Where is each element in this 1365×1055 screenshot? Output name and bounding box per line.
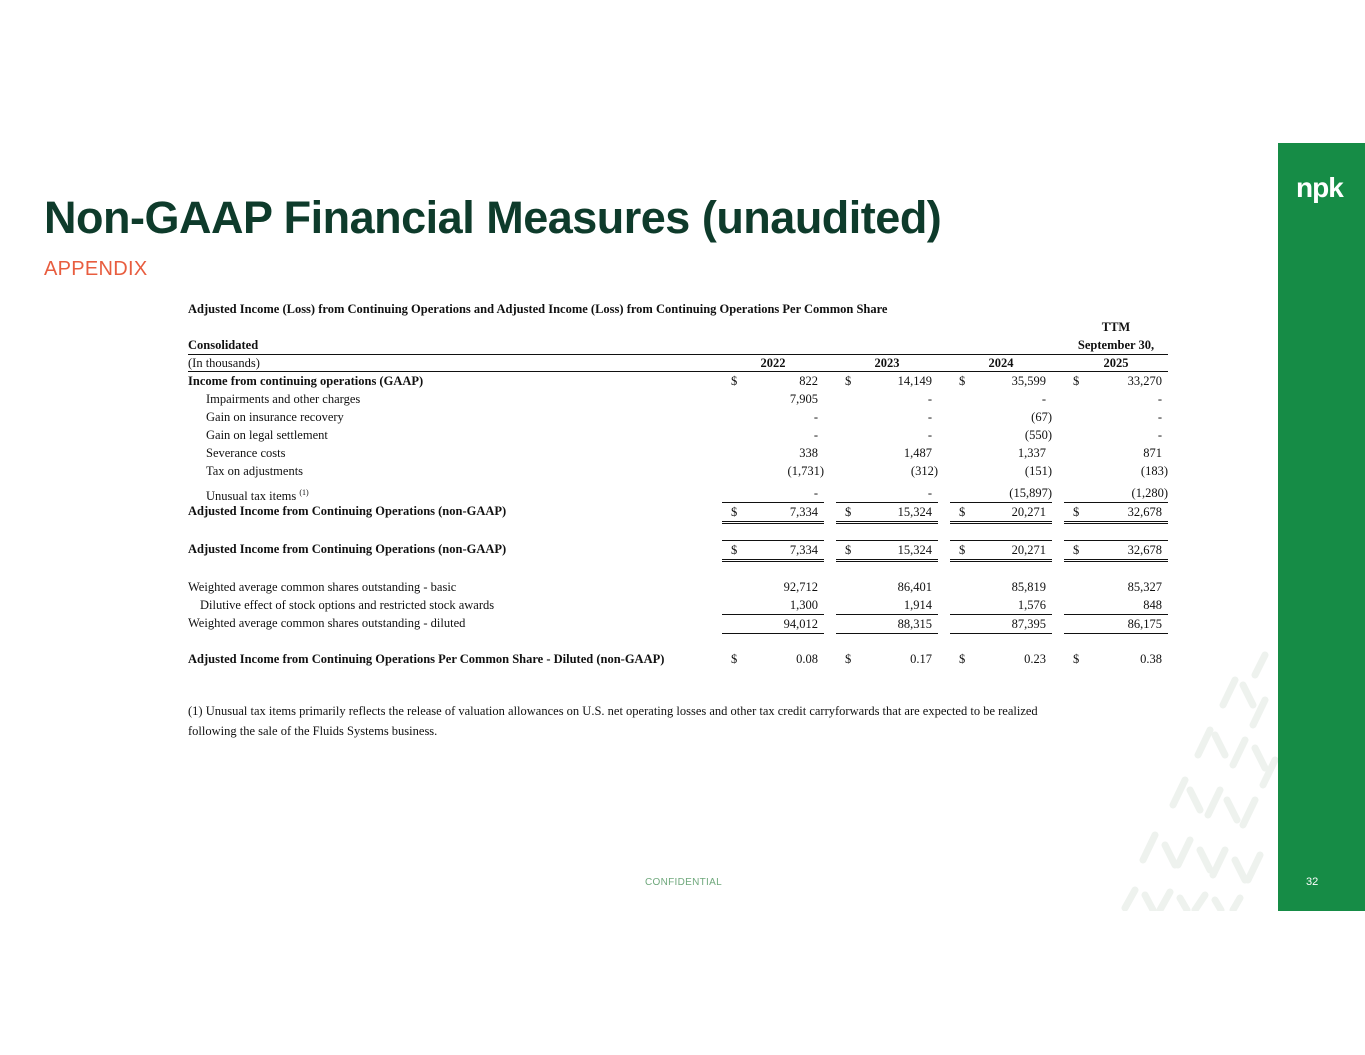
- table-row: [188, 480, 1168, 502]
- cell-value: (151): [1024, 464, 1052, 478]
- cell-value: 33,270: [1127, 374, 1162, 388]
- page-title: Non-GAAP Financial Measures (unaudited): [44, 192, 942, 243]
- cell-value: 20,271: [1011, 505, 1046, 519]
- row-label: Severance costs: [206, 446, 286, 460]
- brand-sidebar: [1278, 143, 1365, 911]
- cell-value: 15,324: [897, 505, 932, 519]
- table-row: [188, 408, 1168, 426]
- currency-symbol: $: [845, 543, 852, 557]
- cell-value: 32,678: [1127, 505, 1162, 519]
- row-label: Impairments and other charges: [206, 392, 361, 406]
- section-subtitle: APPENDIX: [44, 258, 148, 280]
- row-label: Adjusted Income from Continuing Operations (non-GAAP): [188, 504, 507, 518]
- cell-value: (550): [1024, 428, 1052, 442]
- cell-value: 92,712: [783, 580, 818, 594]
- currency-symbol: $: [959, 652, 966, 666]
- currency-symbol: $: [959, 505, 966, 519]
- row-label: Weighted average common shares outstanding - diluted: [188, 616, 466, 630]
- currency-symbol: $: [731, 652, 738, 666]
- currency-symbol: $: [1073, 505, 1080, 519]
- row-label: Dilutive effect of stock options and restricted stock awards: [200, 598, 495, 612]
- table-ttm-row: [188, 318, 1168, 336]
- currency-symbol: $: [959, 543, 966, 557]
- decorative-pattern-icon: [1115, 640, 1278, 911]
- segment-label: Consolidated: [188, 338, 259, 352]
- cell-value: (67): [1031, 410, 1052, 424]
- row-label: Gain on legal settlement: [206, 428, 328, 442]
- year-header: 2025: [1103, 356, 1129, 370]
- table-header-row: [188, 354, 1168, 372]
- row-label: Tax on adjustments: [206, 464, 304, 478]
- currency-symbol: $: [959, 374, 966, 388]
- currency-symbol: $: [845, 652, 852, 666]
- period-label: September 30,: [1077, 338, 1155, 352]
- table-row: [188, 372, 1168, 390]
- cell-value: -: [1157, 392, 1162, 406]
- table-row: [188, 540, 1168, 558]
- cell-value: 1,914: [903, 598, 932, 612]
- cell-value: (312): [910, 464, 938, 478]
- cell-value: -: [813, 410, 818, 424]
- cell-value: 7,905: [789, 392, 818, 406]
- row-label: Adjusted Income from Continuing Operations Per Common Share - Diluted (non-GAAP): [188, 652, 665, 666]
- footnote-ref: (1): [299, 488, 309, 497]
- table-row: [188, 502, 1168, 520]
- cell-value: -: [927, 410, 932, 424]
- cell-value: 1,576: [1017, 598, 1046, 612]
- cell-value: -: [813, 486, 818, 500]
- financial-table: [188, 300, 1168, 668]
- cell-value: 0.38: [1140, 652, 1162, 666]
- table-row: [188, 578, 1168, 596]
- cell-value: 1,487: [903, 446, 932, 460]
- npk-logo: npk: [1296, 172, 1343, 203]
- row-label: Gain on insurance recovery: [206, 410, 344, 424]
- ttm-label: TTM: [1101, 320, 1131, 334]
- cell-value: 85,819: [1011, 580, 1046, 594]
- currency-symbol: $: [1073, 652, 1080, 666]
- currency-symbol: $: [845, 374, 852, 388]
- cell-value: -: [813, 428, 818, 442]
- currency-symbol: $: [845, 505, 852, 519]
- cell-value: 20,271: [1011, 543, 1046, 557]
- units-label: (In thousands): [188, 356, 260, 370]
- cell-value: 0.23: [1024, 652, 1046, 666]
- cell-value: 85,327: [1127, 580, 1162, 594]
- currency-symbol: $: [731, 374, 738, 388]
- cell-value: 848: [1143, 598, 1162, 612]
- footnote-line: following the sale of the Fluids Systems business.: [188, 724, 438, 738]
- cell-value: -: [927, 392, 932, 406]
- cell-value: 822: [799, 374, 818, 388]
- table-row: [188, 650, 1168, 668]
- cell-value: -: [927, 428, 932, 442]
- cell-value: 1,300: [789, 598, 818, 612]
- cell-value: (15,897): [1009, 486, 1052, 500]
- confidential-label: CONFIDENTIAL: [645, 877, 722, 888]
- table-segment-row: [188, 336, 1168, 354]
- cell-value: 338: [799, 446, 818, 460]
- cell-value: 1,337: [1017, 446, 1046, 460]
- table-row: [188, 462, 1168, 480]
- row-label: Weighted average common shares outstanding - basic: [188, 580, 457, 594]
- cell-value: 7,334: [789, 505, 818, 519]
- table-row: [188, 596, 1168, 614]
- table-caption-row: [188, 300, 1168, 318]
- table-row: [188, 390, 1168, 408]
- cell-value: 86,401: [897, 580, 932, 594]
- cell-value: 94,012: [783, 617, 818, 631]
- currency-symbol: $: [1073, 543, 1080, 557]
- cell-value: -: [1041, 392, 1046, 406]
- table-row: [188, 444, 1168, 462]
- currency-symbol: $: [1073, 374, 1080, 388]
- cell-value: 88,315: [897, 617, 932, 631]
- cell-value: 871: [1143, 446, 1162, 460]
- row-label-text: Unusual tax items: [206, 489, 297, 504]
- cell-value: (1,280): [1131, 486, 1168, 500]
- cell-value: 86,175: [1127, 617, 1162, 631]
- page-number: 32: [1306, 876, 1319, 888]
- footnote-line: (1) Unusual tax items primarily reflects the release of valuation allowances on U.S. net operating losses and other tax credit carryforwards that are expected to be realized: [188, 704, 1038, 718]
- table-caption: Adjusted Income (Loss) from Continuing Operations and Adjusted Income (Loss) from Continuing Operations Per Common Share: [188, 302, 888, 316]
- year-header: 2022: [760, 356, 786, 370]
- cell-value: 0.08: [796, 652, 818, 666]
- row-label: Income from continuing operations (GAAP): [188, 374, 424, 388]
- cell-value: -: [927, 486, 932, 500]
- table-row: [188, 426, 1168, 444]
- currency-symbol: $: [731, 543, 738, 557]
- year-header: 2023: [874, 356, 900, 370]
- currency-symbol: $: [731, 505, 738, 519]
- cell-value: 35,599: [1011, 374, 1046, 388]
- cell-value: -: [1157, 410, 1162, 424]
- cell-value: 14,149: [897, 374, 932, 388]
- year-header: 2024: [988, 356, 1014, 370]
- row-label: Adjusted Income from Continuing Operations (non-GAAP): [188, 542, 507, 556]
- cell-value: 15,324: [897, 543, 932, 557]
- table-row: [188, 614, 1168, 632]
- cell-value: 87,395: [1011, 617, 1046, 631]
- cell-value: -: [1157, 428, 1162, 442]
- cell-value: 0.17: [910, 652, 932, 666]
- cell-value: 32,678: [1127, 543, 1162, 557]
- cell-value: 7,334: [789, 543, 818, 557]
- cell-value: (183): [1140, 464, 1168, 478]
- footnote: [188, 701, 1168, 741]
- cell-value: (1,731): [787, 464, 824, 478]
